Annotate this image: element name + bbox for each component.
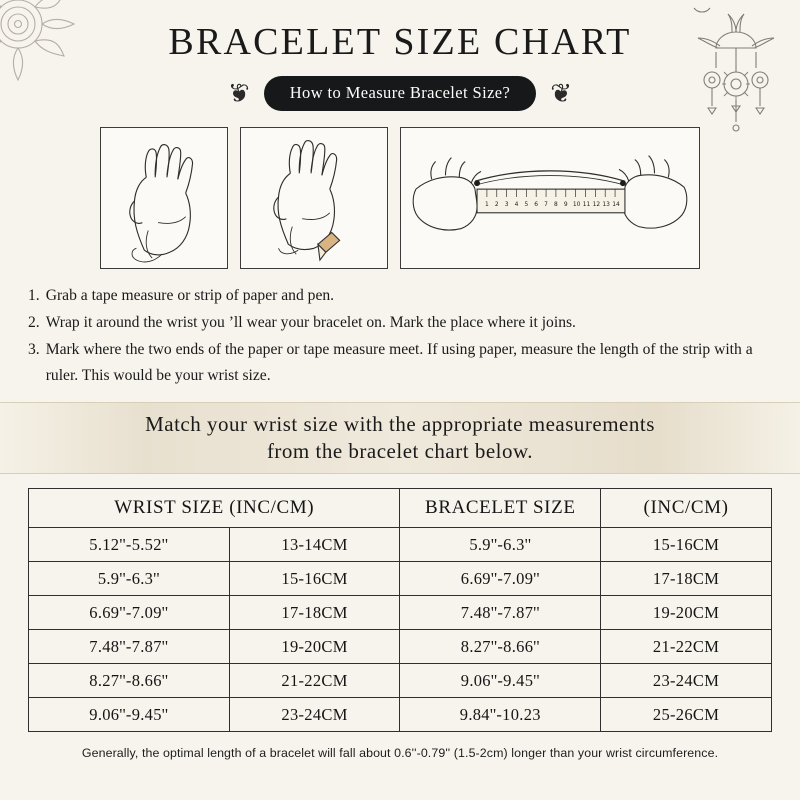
flourish-left-icon: ❦ — [227, 78, 250, 109]
cell-wrist-inch: 8.27''-8.66'' — [29, 664, 230, 698]
subtitle-row — [0, 76, 800, 111]
cell-bracelet-cm: 25-26CM — [601, 698, 772, 732]
svg-text:12: 12 — [592, 201, 601, 208]
cell-wrist-cm: 17-18CM — [229, 596, 400, 630]
svg-text:9: 9 — [563, 201, 568, 208]
cell-wrist-cm: 13-14CM — [229, 528, 400, 562]
table-header — [29, 489, 772, 528]
svg-text:13: 13 — [602, 201, 610, 208]
cell-wrist-cm: 23-24CM — [229, 698, 400, 732]
hand-with-tape-measure-illustration — [100, 127, 228, 269]
cell-wrist-inch: 5.12''-5.52'' — [29, 528, 230, 562]
table-header-row — [29, 489, 772, 528]
svg-text:1: 1 — [485, 201, 489, 208]
table-row — [29, 630, 772, 664]
svg-text:5: 5 — [524, 201, 529, 208]
cell-wrist-cm: 15-16CM — [229, 562, 400, 596]
cell-bracelet-inch: 8.27''-8.66'' — [400, 630, 601, 664]
ruler-and-hands-drawing-icon — [401, 128, 699, 268]
svg-text:8: 8 — [554, 201, 558, 208]
column-header-wrist-size: WRIST SIZE (INC/CM) — [29, 489, 400, 528]
svg-text:11: 11 — [582, 201, 591, 208]
table-row — [29, 664, 772, 698]
cell-bracelet-inch: 9.06''-9.45'' — [400, 664, 601, 698]
table-row — [29, 596, 772, 630]
flourish-right-icon: ❦ — [550, 78, 573, 109]
match-size-banner — [0, 402, 800, 474]
hand-with-paper-strip-illustration — [240, 127, 388, 269]
cell-bracelet-cm: 23-24CM — [601, 664, 772, 698]
cell-bracelet-cm: 19-20CM — [601, 596, 772, 630]
cell-wrist-cm: 19-20CM — [229, 630, 400, 664]
cell-wrist-inch: 7.48''-7.87'' — [29, 630, 230, 664]
hand-paper-pen-drawing-icon — [241, 128, 387, 268]
subtitle-pill: How to Measure Bracelet Size? — [264, 76, 537, 111]
cell-wrist-inch: 5.9''-6.3'' — [29, 562, 230, 596]
cell-bracelet-cm: 15-16CM — [601, 528, 772, 562]
cell-bracelet-cm: 21-22CM — [601, 630, 772, 664]
cell-bracelet-cm: 17-18CM — [601, 562, 772, 596]
table-row — [29, 528, 772, 562]
svg-text:6: 6 — [534, 201, 539, 208]
page-title: BRACELET SIZE CHART — [168, 21, 632, 63]
illustration-row — [0, 127, 800, 269]
list-item — [28, 310, 778, 337]
step-text: Mark where the two ends of the paper or tape measure meet. If using paper, measure the length of the strip with a ruler. This would be your wrist size. — [45, 340, 753, 385]
hand-tape-drawing-icon — [101, 128, 227, 268]
svg-text:7: 7 — [544, 201, 548, 208]
svg-text:14: 14 — [612, 201, 620, 208]
svg-text:4: 4 — [514, 201, 519, 208]
svg-text:2: 2 — [494, 201, 499, 208]
table-row — [29, 562, 772, 596]
svg-text:3: 3 — [504, 201, 509, 208]
banner-line-2: from the bracelet chart below. — [266, 439, 534, 464]
hands-measuring-strip-with-ruler-illustration — [400, 127, 700, 269]
size-table — [28, 488, 772, 732]
banner-line-1: Match your wrist size with the appropriate measurements — [145, 411, 655, 436]
column-header-bracelet-units: (INC/CM) — [601, 489, 772, 528]
step-text: Grab a tape measure or strip of paper and pen. — [45, 287, 335, 304]
table-row — [29, 698, 772, 732]
svg-text:10: 10 — [572, 201, 581, 208]
step-number: 1. — [28, 287, 40, 304]
step-text: Wrap it around the wrist you ’ll wear your bracelet on. Mark the place where it joins. — [45, 313, 576, 331]
size-table-wrapper — [0, 474, 800, 732]
cell-bracelet-inch: 7.48''-7.87'' — [400, 596, 601, 630]
list-item — [28, 337, 778, 391]
instructions-list — [0, 283, 800, 390]
cell-wrist-inch: 9.06''-9.45'' — [29, 698, 230, 732]
cell-bracelet-inch: 6.69''-7.09'' — [400, 562, 601, 596]
cell-wrist-cm: 21-22CM — [229, 664, 400, 698]
list-item — [28, 283, 778, 310]
cell-bracelet-inch: 9.84''-10.23 — [400, 698, 601, 732]
footer-note: Generally, the optimal length of a bracelet will fall about 0.6''-0.79'' (1.5-2cm) longer than your wrist circumference. — [81, 746, 719, 761]
table-body — [29, 528, 772, 732]
step-number: 2. — [28, 313, 40, 331]
column-header-bracelet-size: BRACELET SIZE — [400, 489, 601, 528]
cell-wrist-inch: 6.69''-7.09'' — [29, 596, 230, 630]
cell-bracelet-inch: 5.9''-6.3'' — [400, 528, 601, 562]
step-number: 3. — [28, 340, 40, 358]
